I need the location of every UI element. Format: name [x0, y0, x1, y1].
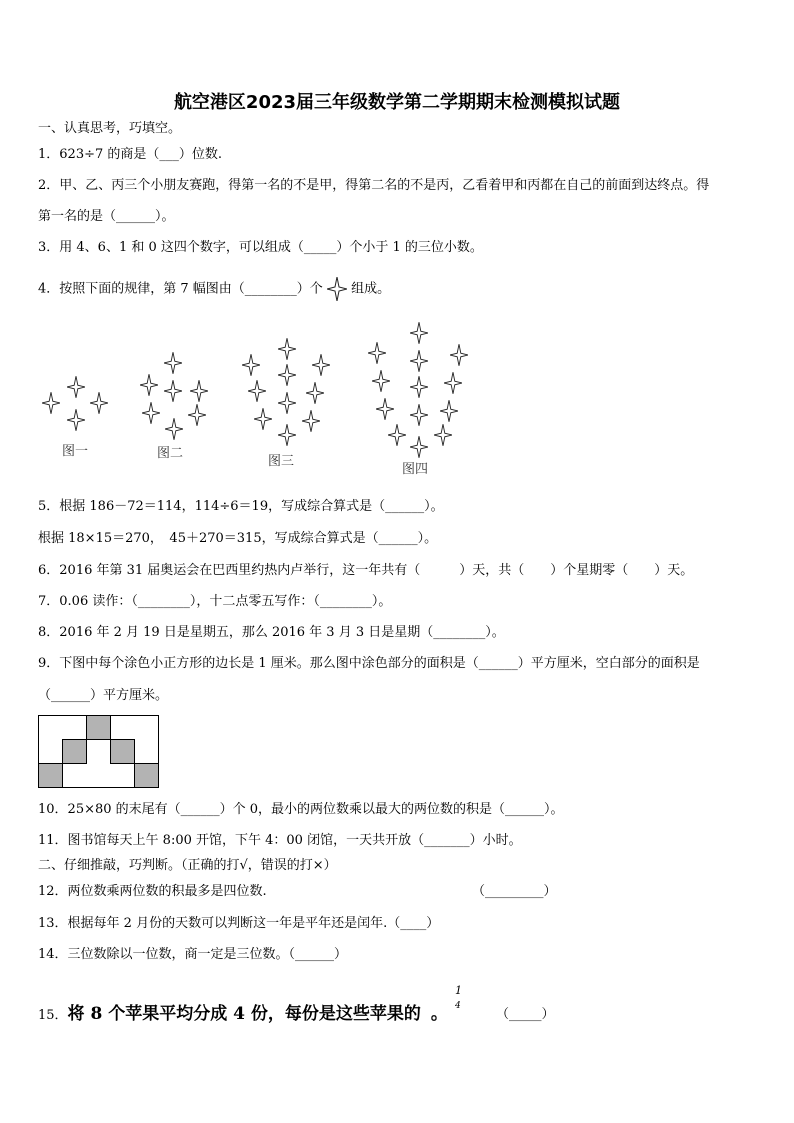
question-8: 8．2016 年 2 月 19 日是星期五，那么 2016 年 3 月 3 日是星期（________）。 [38, 625, 505, 640]
star-icon [410, 376, 428, 398]
star-icon [188, 404, 206, 426]
star-icon [164, 380, 182, 402]
question-15-number: 15． [38, 1008, 68, 1023]
star-icon [278, 338, 296, 360]
star-icon [164, 352, 182, 374]
question-15-end: 。 [430, 1004, 448, 1024]
question-12-answer-blank[interactable]: （_________） [472, 884, 557, 899]
question-6: 6．2016 年第 31 届奥运会在巴西里约热内卢举行，这一年共有（ ）天，共（ ）个星期零（ ）天。 [38, 563, 694, 578]
star-icon [327, 277, 347, 301]
question-11: 11．图书馆每天上午 8:00 开馆，下午 4：00 闭馆，一天共开放（_______）小时。 [38, 833, 522, 848]
shaded-square [39, 764, 63, 788]
question-1: 1．623÷7 的商是（___）位数. [38, 147, 223, 162]
figure-label-3: 图三 [268, 454, 295, 469]
star-icon [190, 380, 208, 402]
question-15-answer-blank[interactable]: （_____） [496, 1007, 555, 1022]
star-icon [450, 344, 468, 366]
question-10: 10．25×80 的末尾有（______）个 0，最小的两位数乘以最大的两位数的积是（______）。 [38, 802, 564, 817]
star-icon [410, 436, 428, 458]
figure-label-4: 图四 [402, 462, 429, 477]
star-icon [67, 409, 85, 431]
fraction-numerator: 1 [455, 984, 462, 997]
question-4-text: 4．按照下面的规律，第 7 幅图由（________）个 [38, 281, 323, 297]
shaded-square [63, 740, 87, 764]
question-4 [38, 277, 390, 301]
star-icon [242, 354, 260, 376]
shaded-square [87, 716, 111, 740]
question-2-line-2: 第一名的是（______）。 [38, 209, 175, 224]
question-14: 14．三位数除以一位数，商一定是三位数。（______） [38, 947, 348, 962]
question-3: 3．用 4、6、1 和 0 这四个数字，可以组成（_____）个小于 1 的三位小数。 [38, 240, 483, 255]
shaded-square [135, 764, 159, 788]
star-icon [248, 380, 266, 402]
star-icon [312, 354, 330, 376]
section-two-heading: 二、仔细推敲，巧判断。（正确的打√，错误的打×） [38, 858, 337, 873]
star-icon [376, 398, 394, 420]
star-icon [278, 364, 296, 386]
star-icon [278, 424, 296, 446]
question-9-line-1: 9．下图中每个涂色小正方形的边长是 1 厘米。那么图中涂色部分的面积是（______）平方厘米，空白部分的面积是 [38, 656, 700, 671]
section-one-heading: 一、认真思考，巧填空。 [38, 121, 182, 136]
star-icon [410, 404, 428, 426]
star-icon [372, 370, 390, 392]
star-icon [440, 400, 458, 422]
question-5-line-2: 根据 18×15＝270， 45＋270＝315，写成综合算式是（______）。 [38, 531, 438, 546]
star-icon [254, 408, 272, 430]
star-icon [165, 418, 183, 440]
shaded-grid-figure [38, 715, 160, 789]
star-icon [67, 376, 85, 398]
star-icon [42, 392, 60, 414]
question-2-line-1: 2．甲、乙、丙三个小朋友赛跑，得第一名的不是甲，得第二名的不是丙，乙看着甲和丙都在自己的前面到达终点。得 [38, 178, 710, 193]
star-icon [90, 392, 108, 414]
shaded-square [111, 740, 135, 764]
star-icon [368, 342, 386, 364]
question-15-text: 将 8 个苹果平均分成 4 份，每份是这些苹果的 [67, 1004, 421, 1024]
question-4-end: 组成。 [351, 281, 391, 297]
star-icon [302, 410, 320, 432]
star-icon [444, 372, 462, 394]
question-13: 13．根据每年 2 月份的天数可以判断这一年是平年还是闰年.（____） [38, 916, 440, 931]
page-title: 航空港区2023届三年级数学第二学期期末检测模拟试题 [173, 92, 621, 113]
question-15 [38, 1004, 448, 1026]
fraction-denominator: 4 [455, 1001, 461, 1011]
star-icon [278, 392, 296, 414]
star-icon [410, 322, 428, 344]
star-icon [306, 382, 324, 404]
question-9-line-2: （______）平方厘米。 [38, 688, 169, 703]
star-icon [434, 424, 452, 446]
star-icon [142, 402, 160, 424]
star-icon [140, 374, 158, 396]
figure-label-2: 图二 [157, 446, 184, 461]
question-7: 7．0.06 读作：（________），十二点零五写作：（________）。 [38, 594, 392, 609]
question-12: 12．两位数乘两位数的积最多是四位数. [38, 884, 267, 899]
star-icon [410, 350, 428, 372]
question-5-line-1: 5．根据 186－72＝114，114÷6＝19，写成综合算式是（______）。 [38, 499, 444, 514]
figure-label-1: 图一 [62, 444, 89, 459]
star-icon [388, 424, 406, 446]
